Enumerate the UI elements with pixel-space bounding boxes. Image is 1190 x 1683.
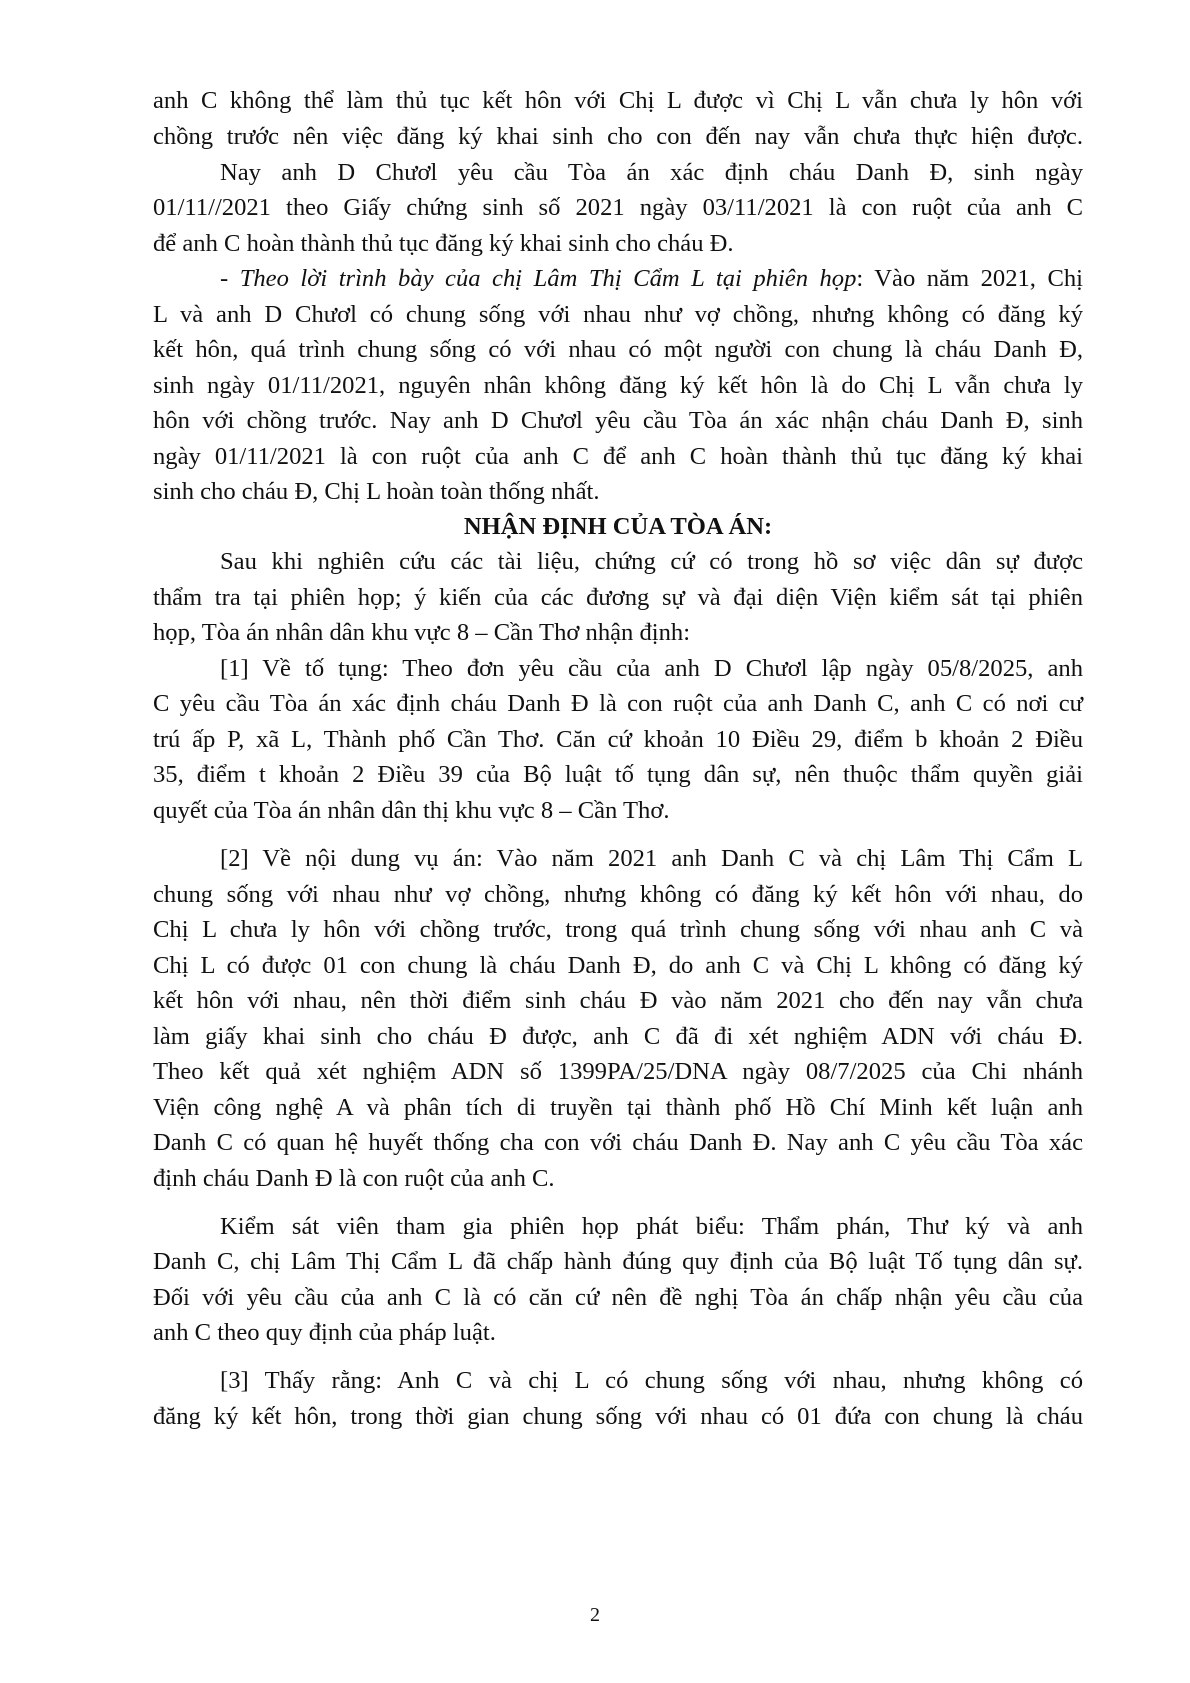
text-line: sinh cho cháu Đ, Chị L hoàn toàn thống nhất. (153, 478, 600, 505)
text-line: Theo kết quả xét nghiệm ADN số 1399PA/25/DNA ngày 08/7/2025 của Chi nhánh (153, 1058, 1083, 1085)
section-heading: NHẬN ĐỊNH CỦA TÒA ÁN: (463, 513, 773, 540)
italic-tail: : Vào năm 2021, Chị (856, 265, 1083, 292)
text-line: Chị L có được 01 con chung là cháu Danh Đ, do anh C và Chị L không có đăng ký (153, 952, 1083, 979)
text-line: họp, Tòa án nhân dân khu vực 8 – Cần Thơ nhận định: (153, 619, 691, 646)
text-line: Danh C có quan hệ huyết thống cha con với cháu Danh Đ. Nay anh C yêu cầu Tòa xác (153, 1129, 1083, 1156)
text-line: định cháu Danh Đ là con ruột của anh C. (153, 1165, 555, 1192)
text-line: [1] Về tố tụng: Theo đơn yêu cầu của anh D Chươl lập ngày 05/8/2025, anh (220, 655, 1083, 682)
text-line: chung sống với nhau như vợ chồng, nhưng không có đăng ký kết hôn với nhau, do (153, 881, 1083, 908)
text-line: để anh C hoàn thành thủ tục đăng ký khai sinh cho cháu Đ. (153, 230, 734, 257)
text-line: thẩm tra tại phiên họp; ý kiến của các đương sự và đại diện Viện kiểm sát tại phiên (153, 584, 1083, 611)
text-line: kết hôn với nhau, nên thời điểm sinh cháu Đ vào năm 2021 cho đến nay vẫn chưa (153, 987, 1083, 1014)
text-line: [2] Về nội dung vụ án: Vào năm 2021 anh Danh C và chị Lâm Thị Cẩm L (220, 845, 1083, 872)
text-line: đăng ký kết hôn, trong thời gian chung sống với nhau có 01 đứa con chung là cháu (153, 1403, 1083, 1430)
page-number: 2 (590, 1604, 600, 1626)
text-line: chồng trước nên việc đăng ký khai sinh cho con đến nay vẫn chưa thực hiện được. (153, 123, 1083, 150)
italic-lead: - Theo lời trình bày của chị Lâm Thị Cẩm L tại phiên họp (220, 265, 857, 292)
text-line: Danh C, chị Lâm Thị Cẩm L đã chấp hành đúng quy định của Bộ luật Tố tụng dân sự. (153, 1248, 1083, 1275)
text-line: Viện công nghệ A và phân tích di truyền tại thành phố Hồ Chí Minh kết luận anh (153, 1094, 1083, 1121)
text-line: Chị L chưa ly hôn với chồng trước, trong quá trình chung sống với nhau anh C và (153, 916, 1083, 943)
text-line: Kiểm sát viên tham gia phiên họp phát biểu: Thẩm phán, Thư ký và anh (220, 1213, 1083, 1240)
text-line: Sau khi nghiên cứu các tài liệu, chứng cứ có trong hồ sơ việc dân sự được (220, 548, 1083, 575)
text-line: C yêu cầu Tòa án xác định cháu Danh Đ là con ruột của anh Danh C, anh C có nơi cư (153, 690, 1083, 717)
text-line: Nay anh D Chươl yêu cầu Tòa án xác định cháu Danh Đ, sinh ngày (220, 159, 1083, 186)
text-line: anh C không thể làm thủ tục kết hôn với Chị L được vì Chị L vẫn chưa ly hôn với (153, 87, 1083, 114)
text-line: ngày 01/11/2021 là con ruột của anh C để anh C hoàn thành thủ tục đăng ký khai (153, 443, 1083, 470)
text-line: Đối với yêu cầu của anh C là có căn cứ nên đề nghị Tòa án chấp nhận yêu cầu của (153, 1284, 1083, 1311)
text-line: [3] Thấy rằng: Anh C và chị L có chung sống với nhau, nhưng không có (220, 1367, 1083, 1394)
text-line: trú ấp P, xã L, Thành phố Cần Thơ. Căn cứ khoản 10 Điều 29, điểm b khoản 2 Điều (153, 726, 1083, 753)
text-line: 35, điểm t khoản 2 Điều 39 của Bộ luật tố tụng dân sự, nên thuộc thẩm quyền giải (153, 761, 1083, 788)
text-line-italic-lead (220, 262, 1083, 296)
text-line: quyết của Tòa án nhân dân thị khu vực 8 – Cần Thơ. (153, 797, 670, 824)
text-line: làm giấy khai sinh cho cháu Đ được, anh C đã đi xét nghiệm ADN với cháu Đ. (153, 1023, 1083, 1050)
text-line: L và anh D Chươl có chung sống với nhau như vợ chồng, nhưng không có đăng ký (153, 301, 1083, 328)
text-line: anh C theo quy định của pháp luật. (153, 1319, 496, 1346)
text-line: kết hôn, quá trình chung sống có với nhau có một người con chung là cháu Danh Đ, (153, 336, 1083, 363)
text-line: sinh ngày 01/11/2021, nguyên nhân không đăng ký kết hôn là do Chị L vẫn chưa ly (153, 372, 1083, 399)
text-line: 01/11//2021 theo Giấy chứng sinh số 2021 ngày 03/11/2021 là con ruột của anh C (153, 194, 1083, 221)
text-line: hôn với chồng trước. Nay anh D Chươl yêu cầu Tòa án xác nhận cháu Danh Đ, sinh (153, 407, 1083, 434)
